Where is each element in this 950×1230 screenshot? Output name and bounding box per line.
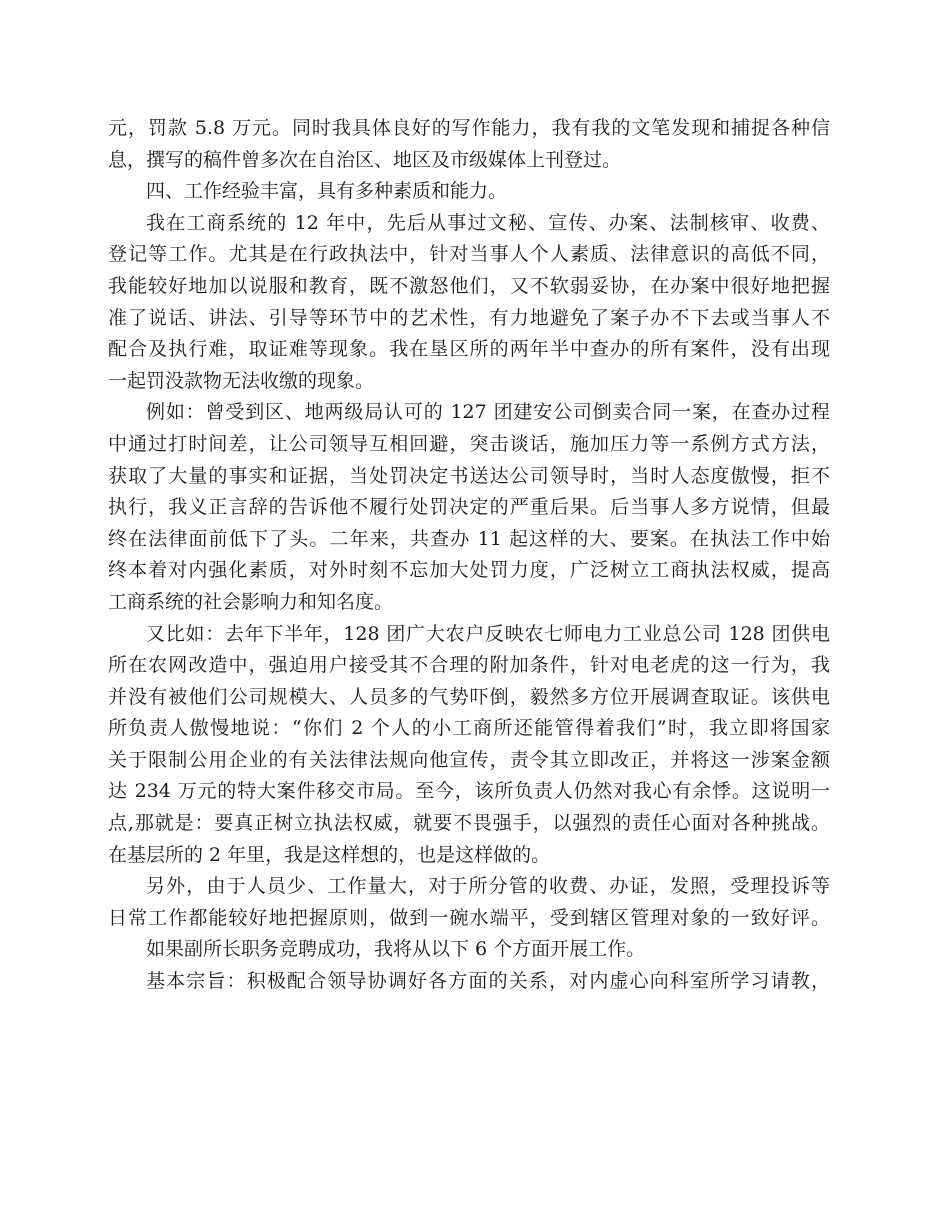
text-line: 一起罚没款物无法收缴的现象。: [108, 369, 375, 392]
paragraph-first-line: 又比如：去年下半年，128 团广大农户反映农七师电力工业总公司 128 团供电: [146, 622, 830, 645]
text-line: 登记等工作。尤其是在行政执法中，针对当事人个人素质、法律意识的高低不同，: [108, 243, 830, 266]
document-body: [108, 113, 830, 998]
text-line: 执行，我义正言辞的告诉他不履行处罚决定的严重后果。后当事人多方说情，但最: [108, 496, 830, 519]
text-line: 准了说话、讲法、引导等环节中的艺术性，有力地避免了案子办不下去或当事人不: [108, 306, 830, 329]
text-line: 日常工作都能较好地把握原则，做到一碗水端平，受到辖区管理对象的一致好评。: [108, 906, 830, 929]
text-line: 元，罚款 5.8 万元。同时我具体良好的写作能力，我有我的文笔发现和捕捉各种信: [108, 117, 830, 139]
paragraph-first-line: 另外，由于人员少、工作量大，对于所分管的收费、办证，发照，受理投诉等: [146, 875, 830, 898]
text-line: 关于限制公用企业的有关法律法规向他宣传，责令其立即改正，并将这一涉案金额: [108, 748, 830, 771]
text-line: 中通过打时间差，让公司领导互相回避，突击谈话，施加压力等一系例方式方法，: [108, 432, 830, 455]
paragraph-first-line: 例如：曾受到区、地两级局认可的 127 团建安公司倒卖合同一案，在查办过程: [146, 401, 830, 424]
text-line: 所负责人傲慢地说：“你们 2 个人的小工商所还能管得着我们”时，我立即将国家: [108, 717, 830, 740]
text-line: 所在农网改造中，强迫用户接受其不合理的附加条件，针对电老虎的这一行为，我: [108, 654, 830, 677]
text-line: 在基层所的 2 年里，我是这样想的，也是这样做的。: [108, 843, 551, 866]
text-line: 终本着对内强化素质，对外时刻不忘加大处罚力度，广泛树立工商执法权威，提高: [108, 559, 830, 582]
text-line: 我能较好地加以说服和教育，既不激怒他们，又不软弱妥协，在办案中很好地把握: [108, 274, 830, 297]
paragraph-first-line: 如果副所长职务竞聘成功，我将从以下 6 个方面开展工作。: [146, 938, 646, 961]
text-line: 配合及执行难，取证难等现象。我在垦区所的两年半中查办的所有案件，没有出现: [108, 338, 830, 361]
text-line: 息，撰写的稿件曾多次在自治区、地区及市级媒体上刊登过。: [108, 148, 622, 171]
paragraph-first-line: 四、工作经验丰富，具有多种素质和能力。: [146, 180, 508, 203]
text-line: 工商系统的社会影响力和知名度。: [108, 590, 394, 613]
text-line: 点,那就是：要真正树立执法权威，就要不畏强手，以强烈的责任心面对各种挑战。: [108, 812, 830, 835]
paragraph-first-line: 我在工商系统的 12 年中，先后从事过文秘、宣传、办案、法制核审、收费、: [146, 211, 830, 234]
paragraph-first-line: 基本宗旨：积极配合领导协调好各方面的关系，对内虚心向科室所学习请教，: [146, 970, 830, 993]
text-line: 并没有被他们公司规模大、人员多的气势吓倒，毅然多方位开展调查取证。该供电: [108, 685, 830, 708]
text-line: 终在法律面前低下了头。二年来，共查办 11 起这样的大、要案。在执法工作中始: [108, 527, 830, 550]
text-line: 达 234 万元的特大案件移交市局。至今，该所负责人仍然对我心有余悸。这说明一: [108, 780, 830, 803]
text-line: 获取了大量的事实和证据，当处罚决定书送达公司领导时，当时人态度傲慢，拒不: [108, 464, 830, 487]
